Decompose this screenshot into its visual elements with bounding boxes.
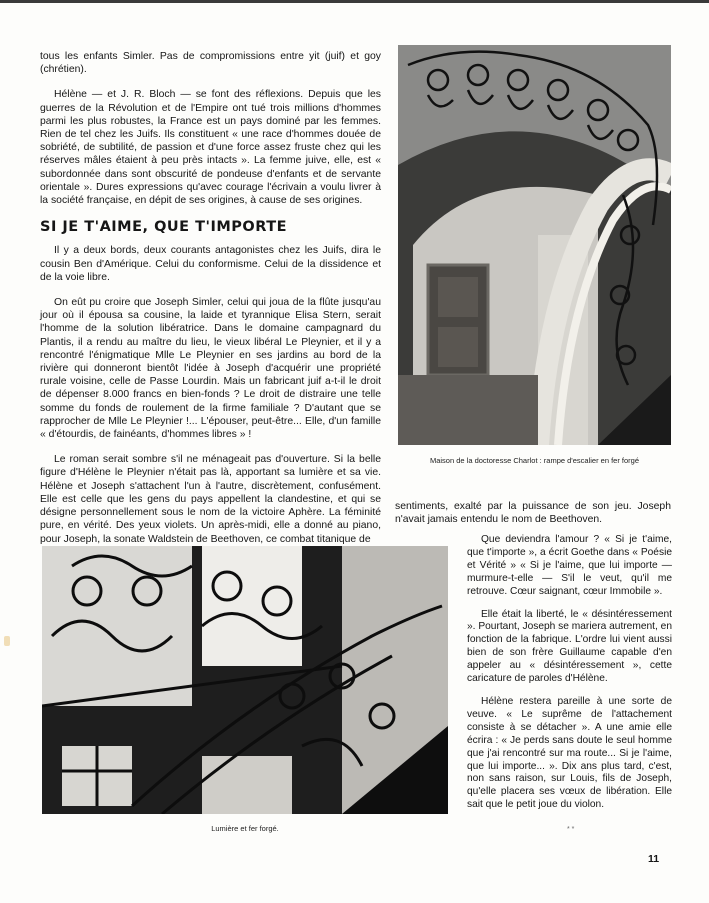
paragraph: Elle était la liberté, le « désintéressement ». Pourtant, Joseph se mariera autrement, en fonction de la fabrique. L'ordre lui vient aussi bien de son frère Guillaume capable d'en appeler au « désintéressement », cette caricature de paroles d'Hélène. — [467, 608, 672, 685]
right-column — [467, 534, 672, 822]
staircase-caption: Maison de la doctoresse Charlot : rampe d'escalier en fer forgé — [429, 456, 640, 465]
light-caption: Lumière et fer forgé. — [211, 824, 279, 833]
top-rule — [0, 0, 709, 3]
section-heading: SI JE T'AIME, QUE T'IMPORTE — [40, 219, 288, 236]
left-column — [40, 50, 381, 546]
wrought-iron-photo — [42, 546, 448, 814]
margin-smudge — [4, 636, 10, 646]
continued-text: sentiments, exalté par la puissance de son jeu. Joseph n'avait jamais entendu le nom de Beethoven. — [395, 501, 671, 525]
paragraph: Hélène restera pareille à une sorte de veuve. « Le suprême de l'attachement consiste à se détacher ». A une amie elle écrira : « Je perds sans doute le seul homme que j'ai rencontré sur ma route... Si je l'aime, que lui importe... ». Dix ans plus tard, c'est, non sans raison, sur Louis, fils de Joseph, qu'elle placera ses vœux de libération. Elle sait que le petit joue du violon. — [467, 695, 672, 811]
page-number: 11 — [648, 853, 660, 865]
paragraph: Que deviendra l'amour ? « Si je t'aime, que t'importe », a écrit Goethe dans « Poésie et Vérité » « Si je l'aime, que lui importe — murmure-t-elle — S'il le veut, qu'il me retrouve. Cœur saignant, cœur Immobile ». — [467, 534, 672, 597]
decorative-stars: * * — [567, 826, 575, 833]
paragraph: Hélène — et J. R. Bloch — se font des réflexions. Depuis que les guerres de la Révolution et de l'Empire ont tué trois millions d'hommes parmi les plus robustes, la France est un pays dominé par les femmes. Rien de tel chez les Juifs. Ils constituent « une race d'hommes douée de sobriété, de subtilité, de passion et d'une force assez fruste chez qui les réserves mâles étaient à peu près intacts ». La femme juive, elle, est « subordonnée dans sont obscurité de pondeuse d'enfants et de servante orientale ». Dures expressions qu'avec courage l'écrivain a voulu livrer à la société française, en dépit de ses origines, à cause de ses origines. — [40, 89, 381, 207]
paragraph: tous les enfants Simler. Pas de compromissions entre yit (juif) et goy (chrétien). — [40, 51, 381, 76]
paragraph: Il y a deux bords, deux courants antagonistes chez les Juifs, dira le cousin Ben d'Amérique. Celui du conformisme. Celui de la dissidence et de la voie libre. — [40, 245, 381, 283]
paragraph: On eût pu croire que Joseph Simler, celui qui joua de la flûte jusqu'au jour où il épousa sa cousine, la laide et tyrannique Elisa Stern, serait l'homme de la solution libératrice. Dans le domaine campagnard du Plantis, il a rendu au maître du lieu, le vieux libéral Le Pleynier, et il y a rencontré l'énigmatique Mlle Le Pleynier en ses jardins au bord de la rivière qui donneront bientôt l'idée à Joseph d'acquérir une propriété rurale voisine, celle de Passe Lourdin. Mais un fabricant juif a-t-il le droit de dépenser 8.000 francs en bien-fonds ? Le droit de distraire une telle somme du fonds de roulement de la firme familiale ? D'autant que se rapprocher de Mlle Le Pleynier !... L'épouser, peut-être... Elle, d'un famille « d'étourdis, de fainéants, d'hommes libres » ! — [40, 297, 381, 441]
paragraph: Le roman serait sombre s'il ne ménageait pas d'ouverture. Si la belle figure d'Hélène le Pleynier n'était pas là, apportant sa lumière et sa vie. Hélène et Joseph s'attachent l'un à l'autre, discrètement, confusément. Elle est celle que les gens du pays appellent la clandestine, et qui se désigne personnellement sous le nom de la victoire Aphère. La féminité pure, en vérité. Des yeux violets. Un après-midi, elle a donné au piano, pour Joseph, la sonate Waldstein de Beethoven, ce combat titanique de — [40, 454, 381, 545]
staircase-photo — [398, 45, 671, 445]
